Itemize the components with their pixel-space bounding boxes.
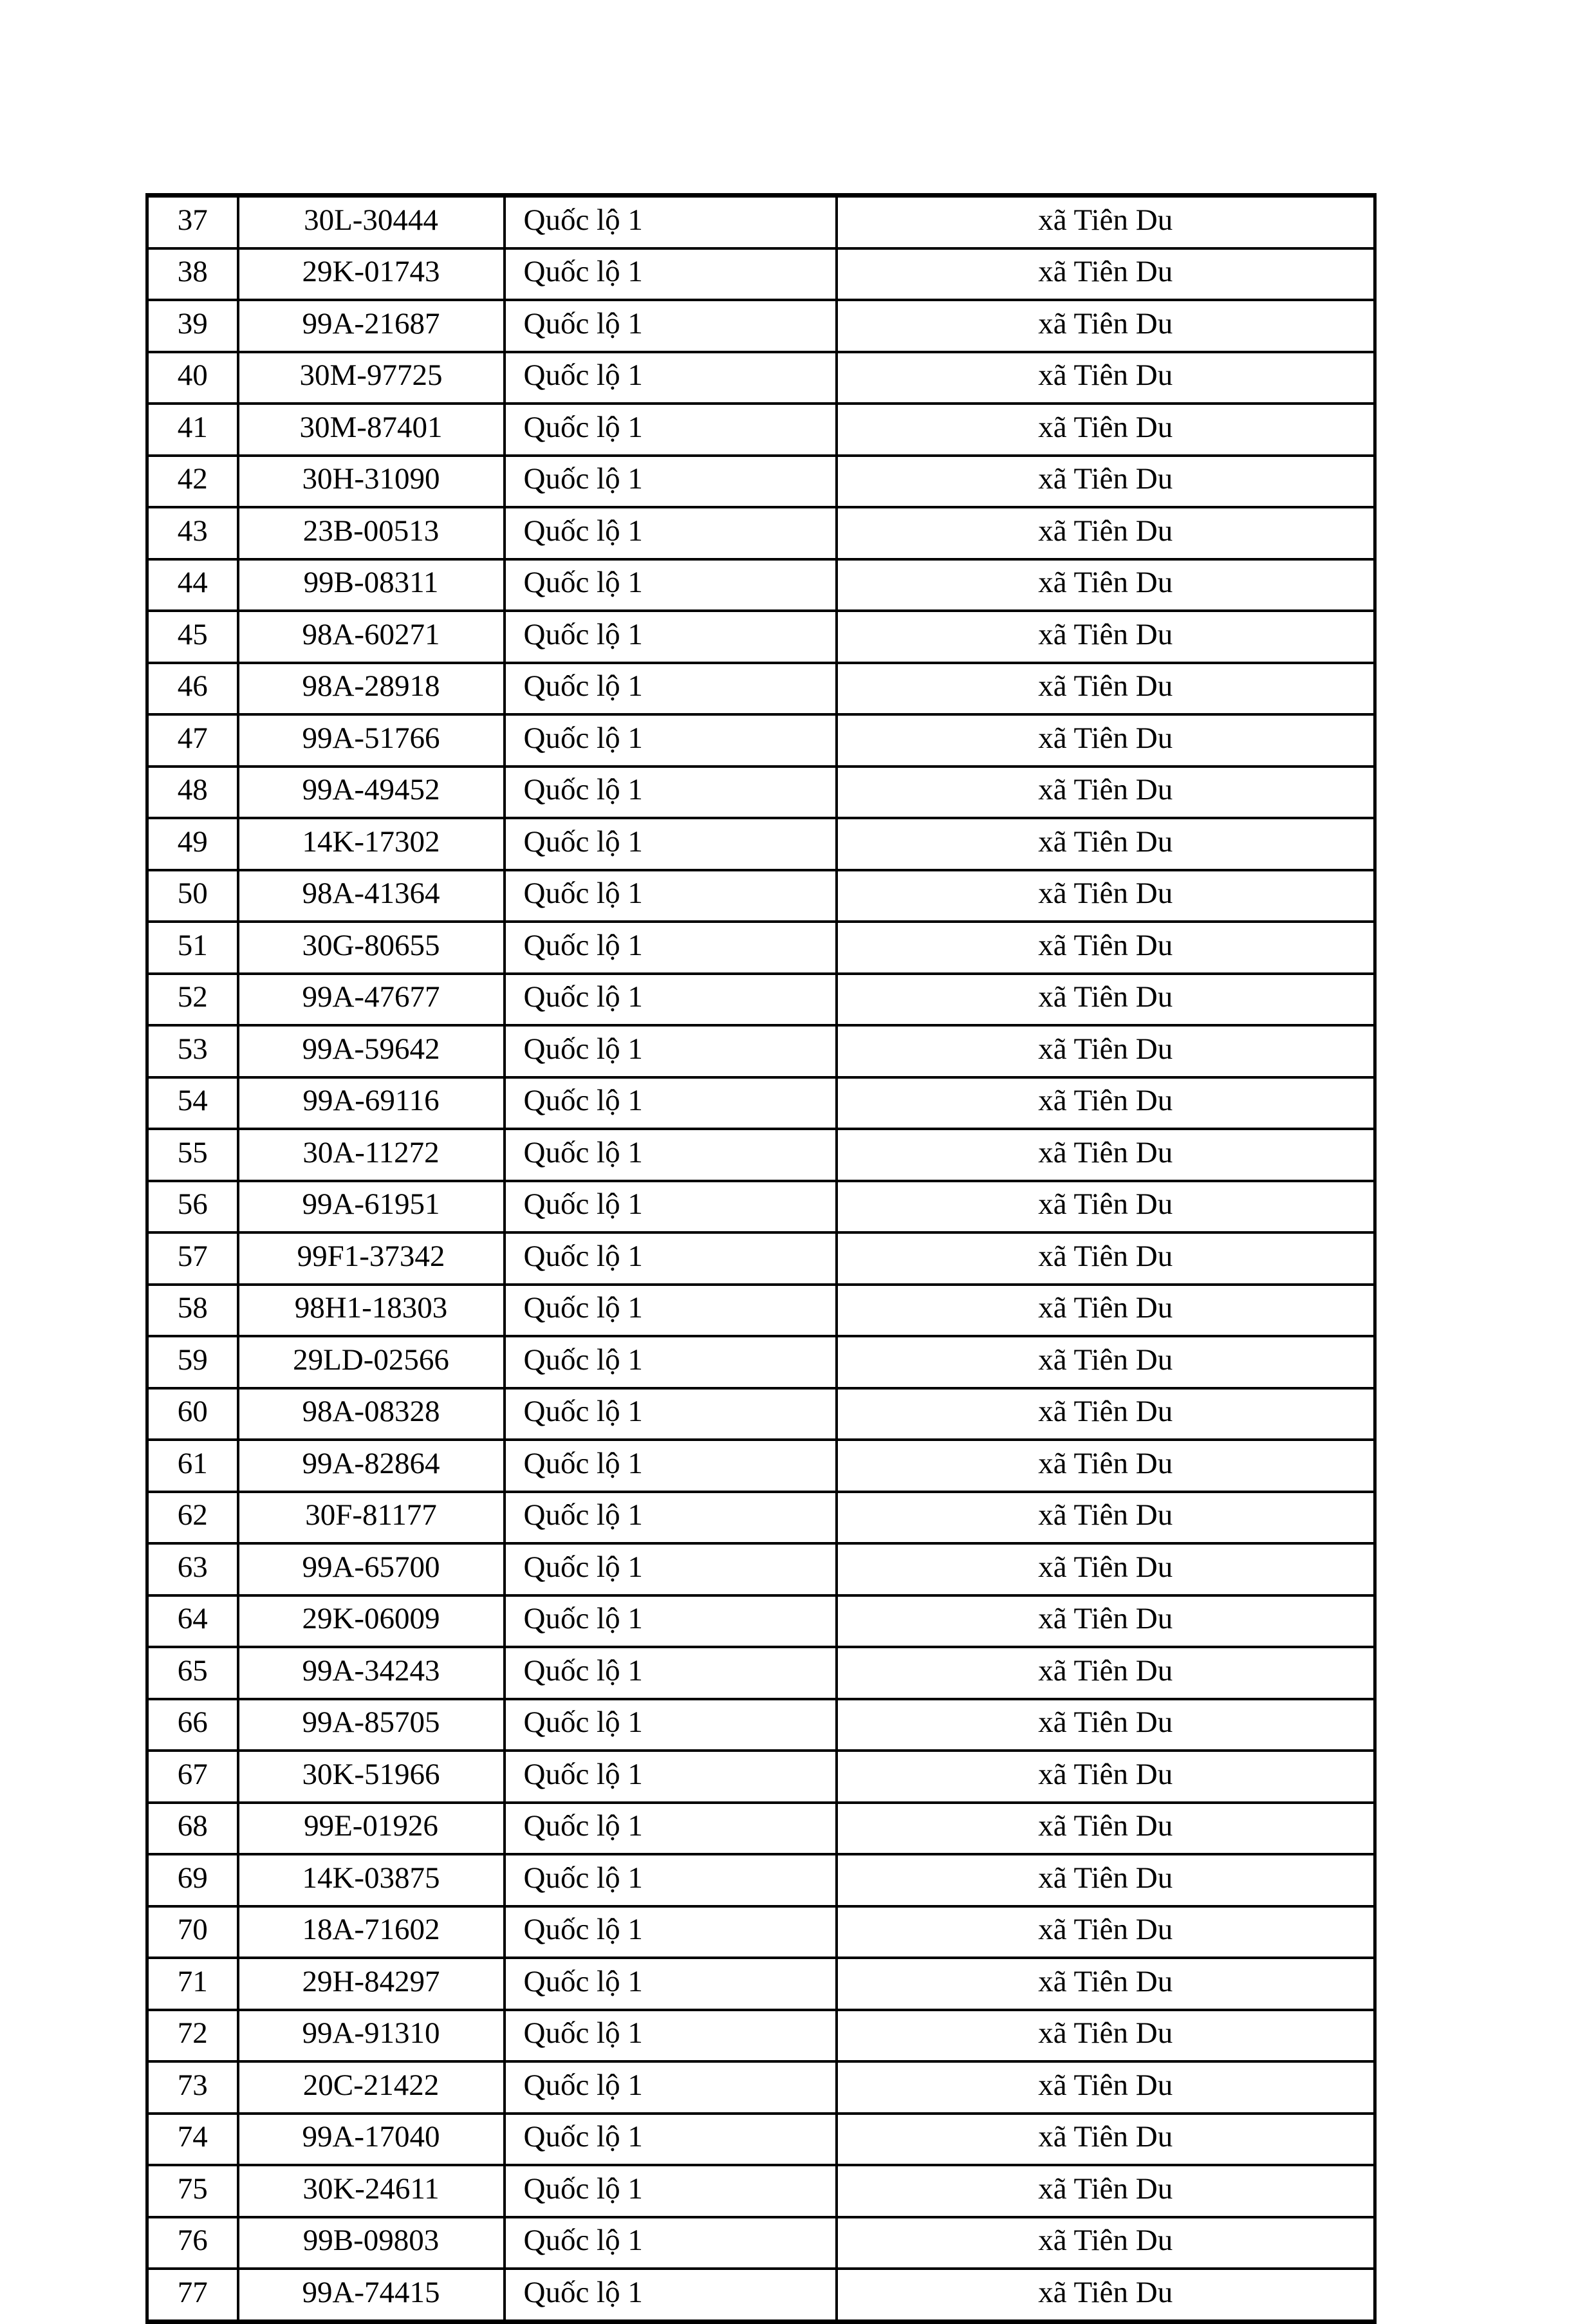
row-index-cell: 71	[147, 1958, 238, 2010]
license-plate-cell: 99B-08311	[238, 559, 505, 611]
road-name-cell: Quốc lộ 1	[505, 1285, 837, 1337]
ward-name-cell: xã Tiên Du	[837, 2269, 1375, 2321]
road-name-cell: Quốc lộ 1	[505, 1854, 837, 1906]
table-row	[147, 559, 1375, 611]
table-row	[147, 2114, 1375, 2166]
table-row	[147, 714, 1375, 767]
table-row	[147, 2269, 1375, 2321]
row-index-cell: 77	[147, 2269, 238, 2321]
ward-name-cell: xã Tiên Du	[837, 1285, 1375, 1337]
ward-name-cell: xã Tiên Du	[837, 1388, 1375, 1440]
road-name-cell: Quốc lộ 1	[505, 456, 837, 508]
road-name-cell: Quốc lộ 1	[505, 1543, 837, 1595]
road-name-cell: Quốc lộ 1	[505, 1595, 837, 1648]
ward-name-cell: xã Tiên Du	[837, 1025, 1375, 1077]
ward-name-cell: xã Tiên Du	[837, 507, 1375, 559]
ward-name-cell: xã Tiên Du	[837, 196, 1375, 248]
road-name-cell: Quốc lộ 1	[505, 714, 837, 767]
road-name-cell: Quốc lộ 1	[505, 1647, 837, 1699]
table-row	[147, 1077, 1375, 1129]
table-row	[147, 1803, 1375, 1855]
table-row	[147, 663, 1375, 715]
ward-name-cell: xã Tiên Du	[837, 663, 1375, 715]
ward-name-cell: xã Tiên Du	[837, 870, 1375, 922]
row-index-cell: 60	[147, 1388, 238, 1440]
license-plate-cell: 99F1-37342	[238, 1232, 505, 1285]
ward-name-cell: xã Tiên Du	[837, 1181, 1375, 1233]
ward-name-cell: xã Tiên Du	[837, 1803, 1375, 1855]
ward-name-cell: xã Tiên Du	[837, 2061, 1375, 2114]
ward-name-cell: xã Tiên Du	[837, 2114, 1375, 2166]
road-name-cell: Quốc lộ 1	[505, 2114, 837, 2166]
row-index-cell: 59	[147, 1336, 238, 1388]
ward-name-cell: xã Tiên Du	[837, 1647, 1375, 1699]
table-row	[147, 767, 1375, 819]
license-plate-cell: 99A-47677	[238, 974, 505, 1026]
license-plate-cell: 99A-65700	[238, 1543, 505, 1595]
license-plate-cell: 99A-69116	[238, 1077, 505, 1129]
license-plate-cell: 99A-74415	[238, 2269, 505, 2321]
table-row	[147, 248, 1375, 301]
table-row	[147, 1129, 1375, 1181]
row-index-cell: 68	[147, 1803, 238, 1855]
license-plate-cell: 99A-51766	[238, 714, 505, 767]
license-plate-cell: 29LD-02566	[238, 1336, 505, 1388]
road-name-cell: Quốc lộ 1	[505, 1492, 837, 1544]
ward-name-cell: xã Tiên Du	[837, 300, 1375, 352]
row-index-cell: 74	[147, 2114, 238, 2166]
row-index-cell: 66	[147, 1699, 238, 1751]
license-plate-cell: 29H-84297	[238, 1958, 505, 2010]
license-plate-cell: 98A-41364	[238, 870, 505, 922]
row-index-cell: 41	[147, 404, 238, 456]
table-row	[147, 1285, 1375, 1337]
road-name-cell: Quốc lộ 1	[505, 2217, 837, 2269]
ward-name-cell: xã Tiên Du	[837, 1595, 1375, 1648]
row-index-cell: 76	[147, 2217, 238, 2269]
row-index-cell: 65	[147, 1647, 238, 1699]
road-name-cell: Quốc lộ 1	[505, 1336, 837, 1388]
table-row	[147, 974, 1375, 1026]
table-row	[147, 1336, 1375, 1388]
row-index-cell: 63	[147, 1543, 238, 1595]
table-row	[147, 196, 1375, 248]
license-plate-cell: 30G-80655	[238, 922, 505, 974]
ward-name-cell: xã Tiên Du	[837, 1699, 1375, 1751]
road-name-cell: Quốc lộ 1	[505, 1803, 837, 1855]
table-row	[147, 1388, 1375, 1440]
license-plate-cell: 99A-21687	[238, 300, 505, 352]
road-name-cell: Quốc lộ 1	[505, 1440, 837, 1492]
license-plate-cell: 99A-91310	[238, 2010, 505, 2062]
license-plate-cell: 30H-31090	[238, 456, 505, 508]
road-name-cell: Quốc lộ 1	[505, 2010, 837, 2062]
license-plate-cell: 99A-34243	[238, 1647, 505, 1699]
row-index-cell: 38	[147, 248, 238, 301]
road-name-cell: Quốc lộ 1	[505, 1129, 837, 1181]
table-body	[147, 196, 1375, 2322]
ward-name-cell: xã Tiên Du	[837, 352, 1375, 404]
row-index-cell: 47	[147, 714, 238, 767]
license-plate-cell: 30A-11272	[238, 1129, 505, 1181]
license-plate-cell: 30K-51966	[238, 1751, 505, 1803]
license-plate-cell: 30K-24611	[238, 2165, 505, 2217]
road-name-cell: Quốc lộ 1	[505, 870, 837, 922]
table-row	[147, 1440, 1375, 1492]
table-container	[145, 193, 1373, 2324]
license-plate-cell: 99A-59642	[238, 1025, 505, 1077]
license-plate-cell: 99B-09803	[238, 2217, 505, 2269]
table-row	[147, 818, 1375, 870]
row-index-cell: 70	[147, 1906, 238, 1958]
license-plate-cell: 14K-17302	[238, 818, 505, 870]
row-index-cell: 50	[147, 870, 238, 922]
table-row	[147, 1492, 1375, 1544]
ward-name-cell: xã Tiên Du	[837, 1492, 1375, 1544]
license-plate-cell: 30M-97725	[238, 352, 505, 404]
road-name-cell: Quốc lộ 1	[505, 767, 837, 819]
table-row	[147, 2010, 1375, 2062]
license-plate-cell: 29K-06009	[238, 1595, 505, 1648]
row-index-cell: 43	[147, 507, 238, 559]
row-index-cell: 49	[147, 818, 238, 870]
ward-name-cell: xã Tiên Du	[837, 1854, 1375, 1906]
table-row	[147, 456, 1375, 508]
table-row	[147, 611, 1375, 663]
vehicle-violation-table	[145, 193, 1377, 2324]
row-index-cell: 48	[147, 767, 238, 819]
row-index-cell: 73	[147, 2061, 238, 2114]
road-name-cell: Quốc lộ 1	[505, 248, 837, 301]
table-row	[147, 2217, 1375, 2269]
row-index-cell: 44	[147, 559, 238, 611]
road-name-cell: Quốc lộ 1	[505, 300, 837, 352]
row-index-cell: 37	[147, 196, 238, 248]
road-name-cell: Quốc lộ 1	[505, 1388, 837, 1440]
row-index-cell: 72	[147, 2010, 238, 2062]
ward-name-cell: xã Tiên Du	[837, 1336, 1375, 1388]
ward-name-cell: xã Tiên Du	[837, 248, 1375, 301]
road-name-cell: Quốc lộ 1	[505, 2269, 837, 2321]
row-index-cell: 61	[147, 1440, 238, 1492]
road-name-cell: Quốc lộ 1	[505, 2061, 837, 2114]
row-index-cell: 69	[147, 1854, 238, 1906]
ward-name-cell: xã Tiên Du	[837, 1232, 1375, 1285]
table-row	[147, 300, 1375, 352]
row-index-cell: 53	[147, 1025, 238, 1077]
license-plate-cell: 99A-61951	[238, 1181, 505, 1233]
license-plate-cell: 29K-01743	[238, 248, 505, 301]
road-name-cell: Quốc lộ 1	[505, 196, 837, 248]
table-row	[147, 1025, 1375, 1077]
table-row	[147, 1181, 1375, 1233]
license-plate-cell: 20C-21422	[238, 2061, 505, 2114]
road-name-cell: Quốc lộ 1	[505, 352, 837, 404]
license-plate-cell: 14K-03875	[238, 1854, 505, 1906]
row-index-cell: 52	[147, 974, 238, 1026]
table-row	[147, 1854, 1375, 1906]
table-row	[147, 507, 1375, 559]
row-index-cell: 67	[147, 1751, 238, 1803]
road-name-cell: Quốc lộ 1	[505, 507, 837, 559]
table-row	[147, 1906, 1375, 1958]
license-plate-cell: 99A-82864	[238, 1440, 505, 1492]
license-plate-cell: 98H1-18303	[238, 1285, 505, 1337]
ward-name-cell: xã Tiên Du	[837, 1440, 1375, 1492]
ward-name-cell: xã Tiên Du	[837, 1129, 1375, 1181]
license-plate-cell: 30F-81177	[238, 1492, 505, 1544]
row-index-cell: 58	[147, 1285, 238, 1337]
road-name-cell: Quốc lộ 1	[505, 1699, 837, 1751]
row-index-cell: 39	[147, 300, 238, 352]
ward-name-cell: xã Tiên Du	[837, 1906, 1375, 1958]
road-name-cell: Quốc lộ 1	[505, 1025, 837, 1077]
license-plate-cell: 30L-30444	[238, 196, 505, 248]
road-name-cell: Quốc lộ 1	[505, 1906, 837, 1958]
road-name-cell: Quốc lộ 1	[505, 1077, 837, 1129]
road-name-cell: Quốc lộ 1	[505, 1232, 837, 1285]
ward-name-cell: xã Tiên Du	[837, 974, 1375, 1026]
ward-name-cell: xã Tiên Du	[837, 611, 1375, 663]
ward-name-cell: xã Tiên Du	[837, 2010, 1375, 2062]
road-name-cell: Quốc lộ 1	[505, 818, 837, 870]
license-plate-cell: 98A-60271	[238, 611, 505, 663]
table-row	[147, 1958, 1375, 2010]
table-row	[147, 2165, 1375, 2217]
ward-name-cell: xã Tiên Du	[837, 767, 1375, 819]
license-plate-cell: 98A-28918	[238, 663, 505, 715]
license-plate-cell: 30M-87401	[238, 404, 505, 456]
row-index-cell: 62	[147, 1492, 238, 1544]
row-index-cell: 55	[147, 1129, 238, 1181]
road-name-cell: Quốc lộ 1	[505, 404, 837, 456]
license-plate-cell: 18A-71602	[238, 1906, 505, 1958]
row-index-cell: 42	[147, 456, 238, 508]
table-row	[147, 1647, 1375, 1699]
road-name-cell: Quốc lộ 1	[505, 559, 837, 611]
table-row	[147, 870, 1375, 922]
ward-name-cell: xã Tiên Du	[837, 1751, 1375, 1803]
ward-name-cell: xã Tiên Du	[837, 818, 1375, 870]
license-plate-cell: 99A-85705	[238, 1699, 505, 1751]
table-row	[147, 922, 1375, 974]
table-row	[147, 2061, 1375, 2114]
road-name-cell: Quốc lộ 1	[505, 2165, 837, 2217]
ward-name-cell: xã Tiên Du	[837, 559, 1375, 611]
road-name-cell: Quốc lộ 1	[505, 922, 837, 974]
table-row	[147, 1232, 1375, 1285]
row-index-cell: 54	[147, 1077, 238, 1129]
table-row	[147, 1699, 1375, 1751]
ward-name-cell: xã Tiên Du	[837, 714, 1375, 767]
ward-name-cell: xã Tiên Du	[837, 2165, 1375, 2217]
table-row	[147, 352, 1375, 404]
license-plate-cell: 99A-17040	[238, 2114, 505, 2166]
road-name-cell: Quốc lộ 1	[505, 663, 837, 715]
license-plate-cell: 99A-49452	[238, 767, 505, 819]
row-index-cell: 56	[147, 1181, 238, 1233]
table-row	[147, 1595, 1375, 1648]
table-row	[147, 1751, 1375, 1803]
license-plate-cell: 98A-08328	[238, 1388, 505, 1440]
road-name-cell: Quốc lộ 1	[505, 1958, 837, 2010]
row-index-cell: 57	[147, 1232, 238, 1285]
row-index-cell: 46	[147, 663, 238, 715]
ward-name-cell: xã Tiên Du	[837, 404, 1375, 456]
row-index-cell: 40	[147, 352, 238, 404]
road-name-cell: Quốc lộ 1	[505, 1181, 837, 1233]
row-index-cell: 45	[147, 611, 238, 663]
ward-name-cell: xã Tiên Du	[837, 1958, 1375, 2010]
ward-name-cell: xã Tiên Du	[837, 2217, 1375, 2269]
row-index-cell: 64	[147, 1595, 238, 1648]
ward-name-cell: xã Tiên Du	[837, 1077, 1375, 1129]
ward-name-cell: xã Tiên Du	[837, 1543, 1375, 1595]
road-name-cell: Quốc lộ 1	[505, 611, 837, 663]
row-index-cell: 51	[147, 922, 238, 974]
ward-name-cell: xã Tiên Du	[837, 922, 1375, 974]
table-row	[147, 404, 1375, 456]
road-name-cell: Quốc lộ 1	[505, 974, 837, 1026]
table-row	[147, 1543, 1375, 1595]
license-plate-cell: 99E-01926	[238, 1803, 505, 1855]
ward-name-cell: xã Tiên Du	[837, 456, 1375, 508]
road-name-cell: Quốc lộ 1	[505, 1751, 837, 1803]
license-plate-cell: 23B-00513	[238, 507, 505, 559]
row-index-cell: 75	[147, 2165, 238, 2217]
